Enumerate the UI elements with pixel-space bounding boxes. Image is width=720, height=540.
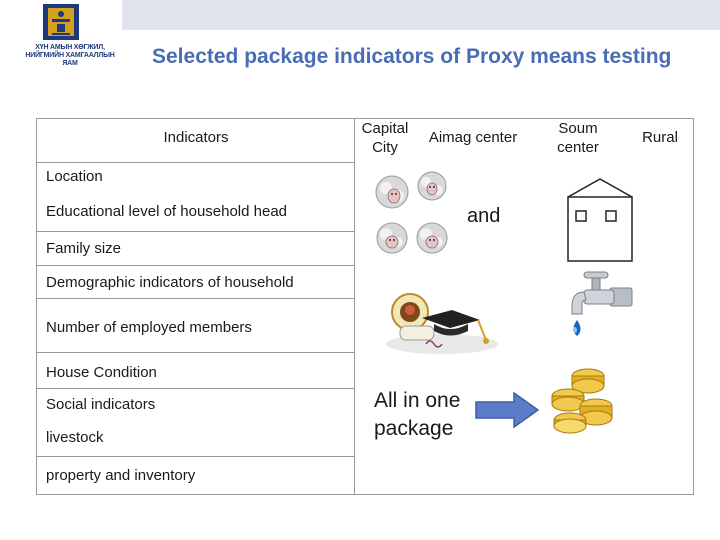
arrow-right-icon (474, 390, 542, 430)
package-label: All in one package (374, 389, 461, 440)
table-divider (36, 265, 354, 266)
header-capital-city: Capital City (361, 120, 409, 156)
water-tap-icon (566, 270, 636, 342)
row-education: Educational level of household head (46, 203, 288, 220)
page-title: Selected package indicators of Proxy means testing (152, 45, 672, 68)
header-bar (122, 0, 720, 30)
table-divider (36, 162, 354, 163)
table-divider (354, 118, 355, 495)
table-divider (36, 352, 354, 353)
row-property: property and inventory (46, 467, 196, 484)
header-aimag-center: Aimag center (428, 129, 518, 146)
table-divider (36, 298, 354, 299)
header-indicators: Indicators (163, 129, 229, 146)
header-rural: Rural (642, 129, 678, 146)
row-demographic: Demographic indicators of household (46, 274, 294, 291)
table-divider (36, 456, 354, 457)
house-icon (564, 177, 636, 263)
graduation-icon (382, 286, 502, 356)
header-soum-center: Soum center (557, 120, 599, 156)
soyombo-logo-icon (40, 2, 82, 42)
table-divider (36, 231, 354, 232)
and-label: and (467, 205, 501, 227)
row-family-size: Family size (46, 240, 122, 257)
row-location: Location (46, 168, 103, 185)
row-employed: Number of employed members (46, 319, 252, 336)
row-social: Social indicators (46, 396, 156, 413)
table-divider (36, 388, 354, 389)
sheep-icon (370, 166, 456, 262)
row-house-condition: House Condition (46, 364, 157, 381)
gold-coins-icon (546, 362, 620, 436)
row-livestock: livestock (46, 429, 104, 446)
org-name: ХҮН АМЫН ХӨГЖИЛ, НИЙГМИЙН ХАМГААЛЛЫН ЯАМ (25, 44, 115, 67)
